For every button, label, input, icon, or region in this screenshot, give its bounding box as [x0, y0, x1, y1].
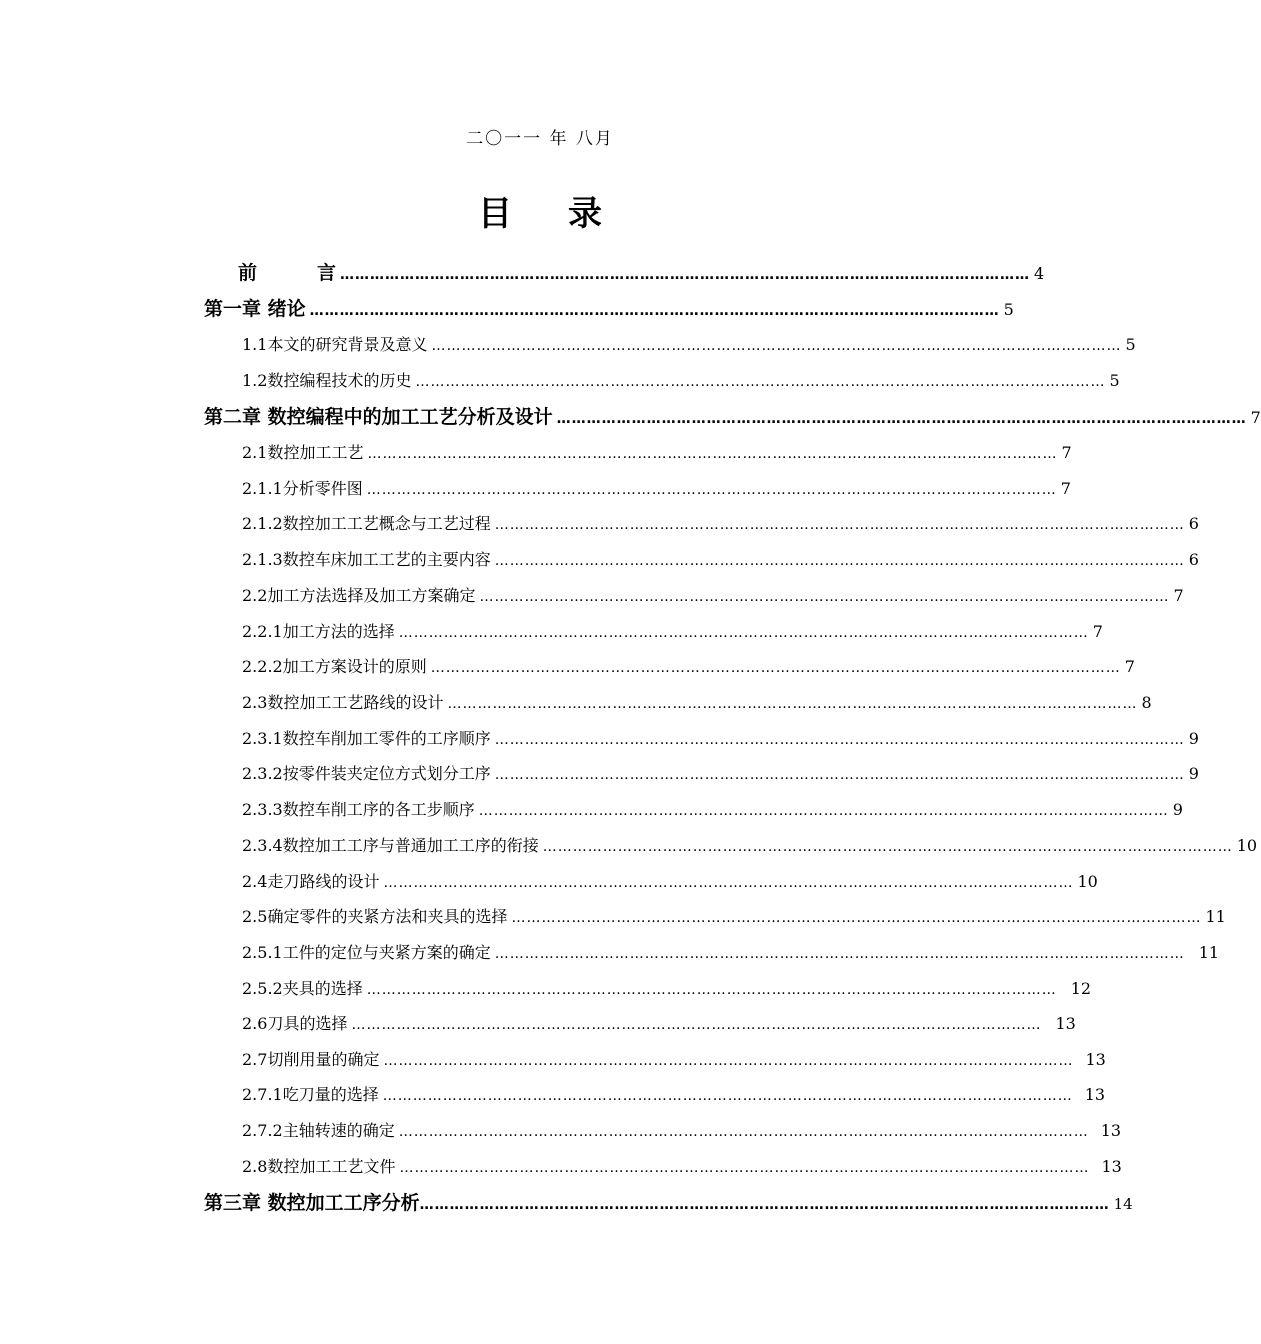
leader-dots: …………………………………………………………………………………………………………………………: [556, 411, 1247, 427]
toc-entry-title: 2.3.4数控加工工序与普通加工工序的衔接: [242, 836, 539, 855]
toc-entry-title: 2.1.3数控车床加工工艺的主要内容: [242, 550, 491, 569]
toc-entry-2-3[interactable]: [242, 690, 1152, 713]
leader-dots: …………………………………………………………………………………………………………………………: [431, 338, 1122, 354]
leader-dots: …………………………………………………………………………………………………………………………: [494, 767, 1185, 783]
toc-entry-page: 8: [1141, 693, 1152, 712]
toc-entry-1-2[interactable]: [242, 368, 1120, 391]
toc-entry-page: 5: [1003, 300, 1014, 319]
toc-entry-title: 2.3.3数控车削工序的各工步顺序: [242, 800, 475, 819]
toc-entry-title: 2.3.2按零件装夹定位方式划分工序: [242, 764, 491, 783]
toc-entry-title: 1.2数控编程技术的历史: [242, 371, 412, 390]
toc-entry-chapter-2[interactable]: [204, 402, 1261, 429]
toc-entry-2-7-2[interactable]: [242, 1118, 1122, 1141]
toc-entry-preface[interactable]: [238, 258, 1045, 285]
toc-entry-2-1[interactable]: [242, 440, 1072, 463]
toc-entry-title: 2.3.1数控车削加工零件的工序顺序: [242, 729, 491, 748]
leader-dots: …………………………………………………………………………………………………………………………: [494, 946, 1185, 962]
leader-dots: …………………………………………………………………………………………………………………………: [447, 696, 1138, 712]
toc-entry-1-1[interactable]: [242, 332, 1136, 355]
leader-dots: …………………………………………………………………………………………………………………………: [367, 446, 1058, 462]
toc-entry-page: 7: [1092, 622, 1103, 641]
toc-entry-page: 9: [1172, 800, 1183, 819]
toc-entry-title: 2.6刀具的选择: [242, 1014, 348, 1033]
toc-entry-2-7-1[interactable]: [242, 1082, 1106, 1105]
toc-entry-page: 6: [1188, 550, 1199, 569]
toc-entry-page: 13: [1055, 1014, 1076, 1033]
toc-entry-2-6[interactable]: [242, 1011, 1076, 1034]
toc-entry-2-1-1[interactable]: [242, 476, 1071, 499]
leader-dots: …………………………………………………………………………………………………………………………: [494, 517, 1185, 533]
toc-entry-title: 2.2.1加工方法的选择: [242, 622, 395, 641]
toc-entry-chapter-1[interactable]: [204, 294, 1014, 321]
toc-entry-title: 第二章 数控编程中的加工工艺分析及设计: [204, 406, 553, 428]
leader-dots: …………………………………………………………………………………………………………………………: [419, 1197, 1110, 1213]
leader-dots: …………………………………………………………………………………………………………………………: [479, 589, 1170, 605]
leader-dots: …………………………………………………………………………………………………………………………: [366, 982, 1057, 998]
toc-entry-2-2-2[interactable]: [242, 654, 1135, 677]
toc-entry-title: 2.1数控加工工艺: [242, 443, 364, 462]
toc-entry-2-5-1[interactable]: [242, 940, 1220, 963]
toc-entry-title: 2.2.2加工方案设计的原则: [242, 657, 427, 676]
toc-entry-2-3-4[interactable]: [242, 833, 1258, 856]
toc-entry-page: 5: [1125, 335, 1136, 354]
toc-entry-page: 7: [1061, 443, 1072, 462]
toc-entry-page: 4: [1034, 264, 1045, 283]
leader-dots: …………………………………………………………………………………………………………………………: [415, 374, 1106, 390]
toc-entry-page: 5: [1109, 371, 1120, 390]
toc-entry-title: 2.1.2数控加工工艺概念与工艺过程: [242, 514, 491, 533]
toc-entry-title: 2.5.1工件的定位与夹紧方案的确定: [242, 943, 491, 962]
document-date: 二〇一一 年 八月: [466, 129, 614, 149]
leader-dots: …………………………………………………………………………………………………………………………: [383, 1053, 1074, 1069]
leader-dots: …………………………………………………………………………………………………………………………: [382, 1088, 1073, 1104]
toc-entry-2-3-1[interactable]: [242, 726, 1199, 749]
toc-entry-title: 第三章 数控加工工序分析: [204, 1192, 420, 1214]
toc-entry-page: 6: [1188, 514, 1199, 533]
toc-entry-2-2-1[interactable]: [242, 619, 1103, 642]
leader-dots: …………………………………………………………………………………………………………………………: [340, 267, 1031, 283]
toc-entry-page: 7: [1060, 479, 1071, 498]
toc-entry-2-1-2[interactable]: [242, 511, 1199, 534]
toc-entry-page: 13: [1085, 1050, 1106, 1069]
toc-entry-2-7[interactable]: [242, 1047, 1106, 1070]
toc-entry-page: 7: [1173, 586, 1184, 605]
toc-entry-title: 2.7切削用量的确定: [242, 1050, 380, 1069]
leader-dots: …………………………………………………………………………………………………………………………: [494, 553, 1185, 569]
toc-entry-title: 第一章 绪论: [204, 298, 306, 320]
toc-title-char-2: 录: [568, 194, 602, 234]
toc-entry-title: 2.4走刀路线的设计: [242, 872, 380, 891]
leader-dots: …………………………………………………………………………………………………………………………: [398, 625, 1089, 641]
toc-entry-page: 10: [1077, 872, 1098, 891]
toc-entry-page: 11: [1205, 907, 1226, 926]
toc-entry-title: 2.5.2夹具的选择: [242, 979, 363, 998]
toc-entry-2-5-2[interactable]: [242, 976, 1092, 999]
toc-entry-title: 2.2加工方法选择及加工方案确定: [242, 586, 476, 605]
leader-dots: …………………………………………………………………………………………………………………………: [366, 482, 1057, 498]
toc-entry-title: 2.7.1吃刀量的选择: [242, 1085, 379, 1104]
toc-entry-page: 11: [1198, 943, 1220, 962]
leader-dots: …………………………………………………………………………………………………………………………: [478, 803, 1169, 819]
leader-dots: …………………………………………………………………………………………………………………………: [383, 875, 1074, 891]
toc-entry-title: 2.7.2主轴转速的确定: [242, 1121, 395, 1140]
leader-dots: …………………………………………………………………………………………………………………………: [494, 732, 1185, 748]
toc-entry-2-3-2[interactable]: [242, 761, 1199, 784]
toc-entry-page: 10: [1236, 836, 1258, 855]
leader-dots: …………………………………………………………………………………………………………………………: [351, 1017, 1042, 1033]
toc-entry-title: 2.3数控加工工艺路线的设计: [242, 693, 444, 712]
toc-entry-chapter-3[interactable]: [204, 1188, 1133, 1215]
toc-entry-page: 13: [1101, 1157, 1122, 1176]
toc-entry-2-8[interactable]: [242, 1154, 1122, 1177]
toc-entry-2-3-3[interactable]: [242, 797, 1183, 820]
toc-entry-2-2[interactable]: [242, 583, 1184, 606]
leader-dots: …………………………………………………………………………………………………………………………: [430, 660, 1121, 676]
toc-entry-page: 13: [1084, 1085, 1106, 1104]
leader-dots: …………………………………………………………………………………………………………………………: [398, 1124, 1089, 1140]
toc-entry-page: 7: [1124, 657, 1135, 676]
toc-entry-title: 前 言: [238, 262, 337, 284]
toc-entry-title: 2.5确定零件的夹紧方法和夹具的选择: [242, 907, 508, 926]
toc-entry-title: 2.8数控加工工艺文件: [242, 1157, 396, 1176]
toc-entry-page: 9: [1188, 764, 1199, 783]
toc-entry-page: 7: [1250, 408, 1261, 427]
toc-entry-page: 13: [1100, 1121, 1122, 1140]
leader-dots: …………………………………………………………………………………………………………………………: [511, 910, 1202, 926]
toc-entry-title: 2.1.1分析零件图: [242, 479, 363, 498]
toc-entry-2-4[interactable]: [242, 869, 1098, 892]
toc-entry-2-1-3[interactable]: [242, 547, 1199, 570]
leader-dots: …………………………………………………………………………………………………………………………: [399, 1160, 1090, 1176]
toc-entry-title: 1.1本文的研究背景及意义: [242, 335, 428, 354]
toc-title-char-1: 目: [478, 194, 512, 234]
leader-dots: …………………………………………………………………………………………………………………………: [309, 303, 1000, 319]
leader-dots: …………………………………………………………………………………………………………………………: [542, 839, 1233, 855]
toc-entry-2-5[interactable]: [242, 904, 1226, 927]
toc-entry-page: 14: [1113, 1195, 1133, 1213]
toc-entry-page: 9: [1188, 729, 1199, 748]
toc-entry-page: 12: [1070, 979, 1092, 998]
